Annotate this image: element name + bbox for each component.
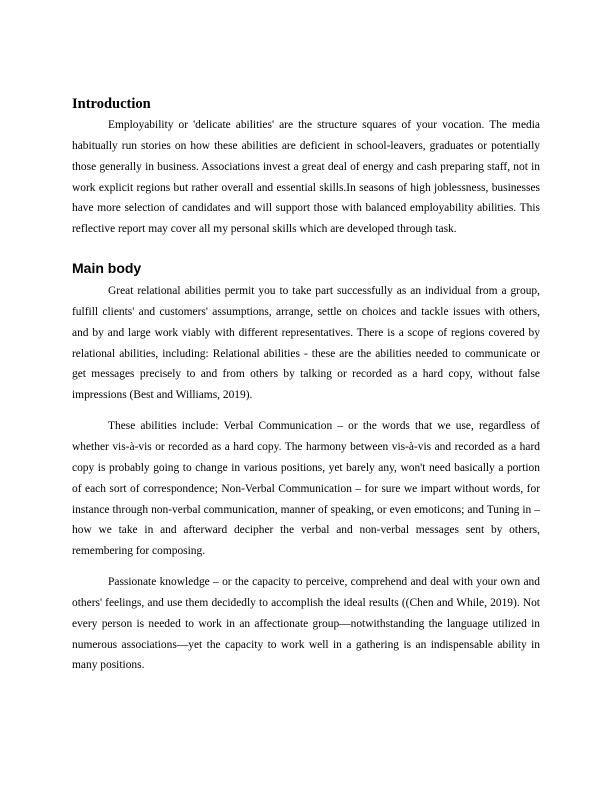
introduction-heading: Introduction (72, 96, 151, 112)
main-body-section (72, 259, 540, 676)
section-spacer (72, 240, 540, 259)
introduction-paragraph: Employability or 'delicate abilities' are the structure squares of your vocation. The media habitually run stories on how these abilities are deficient in school-leavers, graduates or potentially those generally in business. Associations invest a great deal of energy and cash preparing staff, not in work explicit regions but rather overall and essential skills.In seasons of high joblessness, businesses have more selection of candidates and will support those with balanced employability abilities. This reflective report may cover all my personal skills which are developed through task. (72, 119, 540, 236)
introduction-section (72, 95, 540, 240)
main-body-paragraph-2: These abilities include: Verbal Communication – or the words that we use, regardless of whether vis-à-vis or recorded as a hard copy. The harmony between vis-à-vis and recorded as a hard copy is probably going to change in various positions, yet barely any, won't need basically a portion of each sort of correspondence; Non-Verbal Communication – for sure we impart without words, for instance through non-verbal communication, manner of speaking, or even emoticons; and Tuning in – how we take in and afterward decipher the verbal and non-verbal messages sent by others, remembering for composing. (72, 420, 540, 558)
paragraph-spacer (72, 562, 540, 572)
paragraph-spacer (72, 406, 540, 416)
main-body-paragraph-1: Great relational abilities permit you to take part successfully as an individual from a group, fulfill clients' and customers' assumptions, arrange, settle on choices and tackle issues with others, and by and large work viably with different representatives. There is a scope of regions covered by relational abilities, including: Relational abilities - these are the abilities needed to communicate or get messages precisely to and from others by talking or recorded as a hard copy, without false impressions (Best and Williams, 2019). (72, 285, 540, 402)
main-body-paragraph-3: Passionate knowledge – or the capacity to perceive, comprehend and deal with your own and others' feelings, and use them decidedly to accomplish the ideal results ((Chen and While, 2019). Not every person is needed to work in an affectionate group—notwithstanding the language utilized in numerous associations—yet the capacity to work well in a gathering is an indispensable ability in many positions. (72, 576, 540, 672)
main-body-heading: Main body (72, 260, 142, 277)
